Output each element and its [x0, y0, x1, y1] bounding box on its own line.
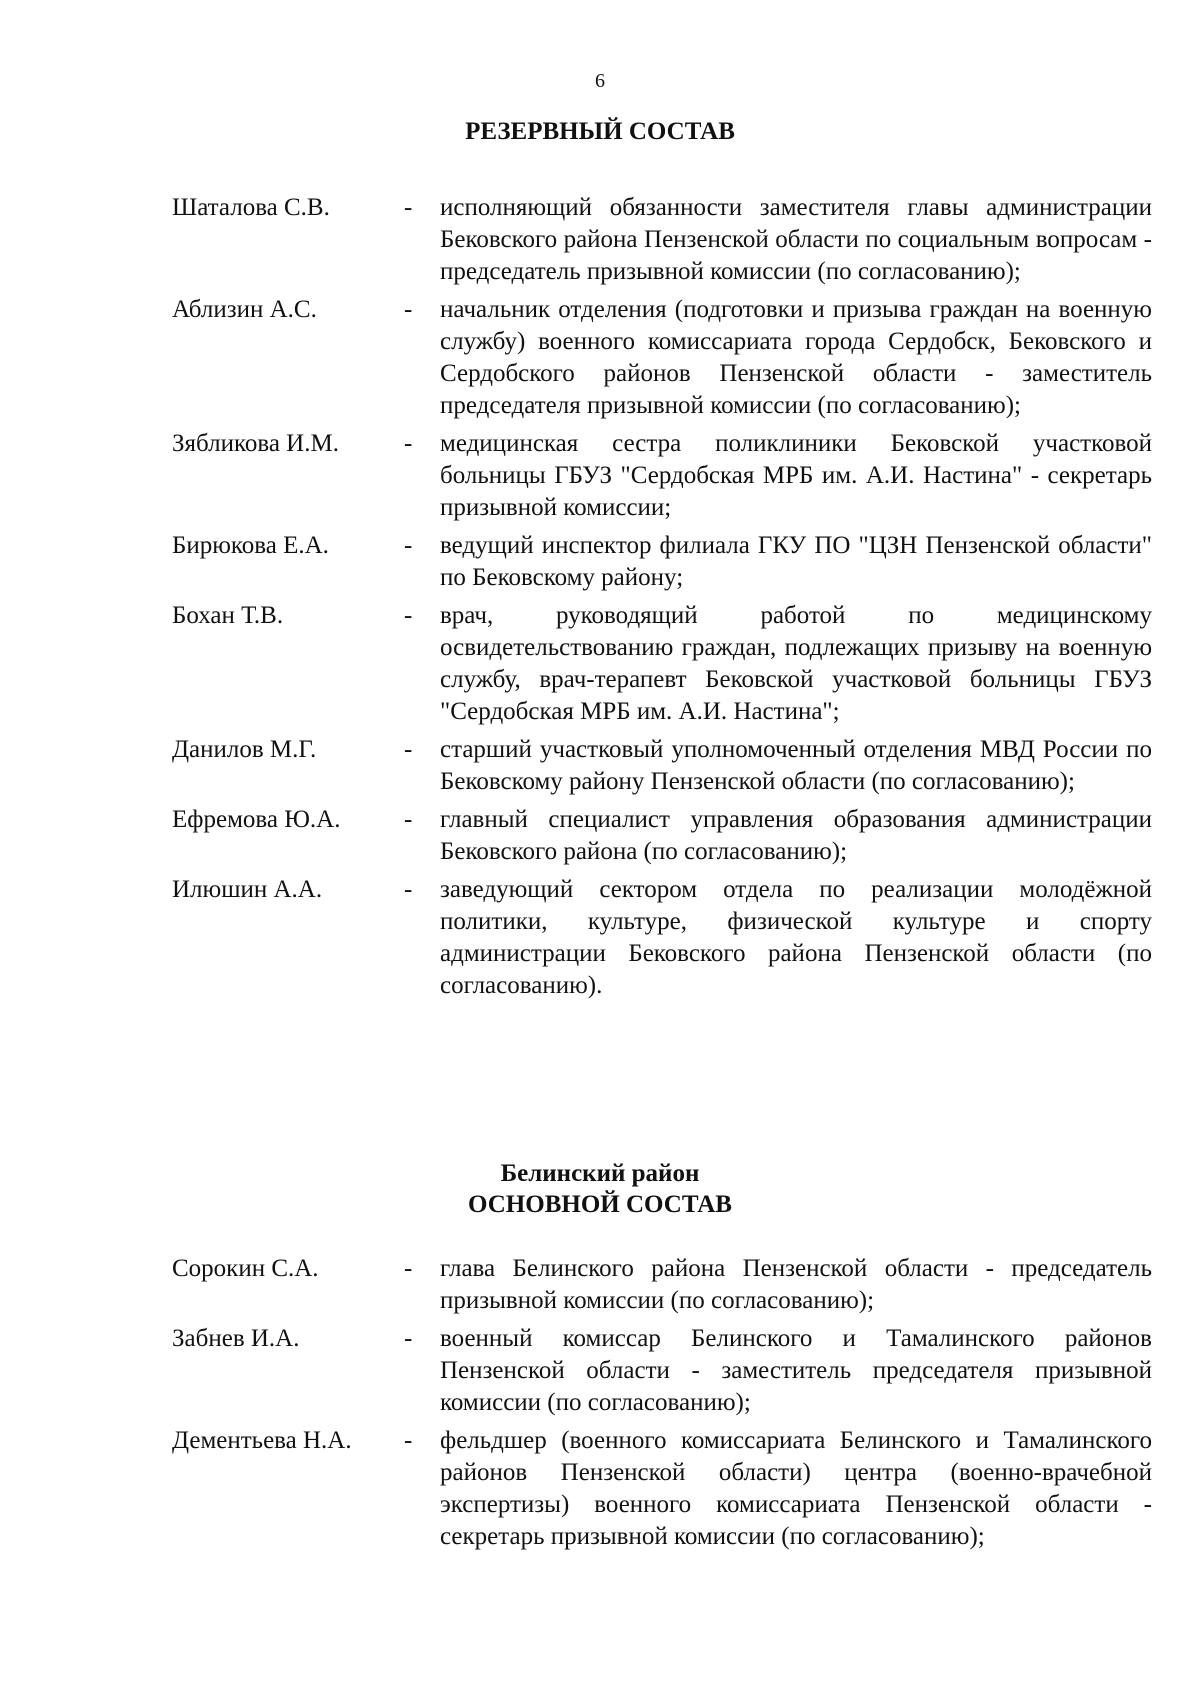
member-dash: - [404, 736, 413, 763]
member-row [172, 192, 1152, 288]
district-title: Белинский район [500, 1160, 700, 1187]
reserve-members-list [172, 192, 1152, 1008]
member-name: Забнев И.А. [172, 1325, 300, 1352]
member-row [172, 294, 1152, 422]
member-row [172, 1253, 1152, 1317]
member-name: Данилов М.Г. [172, 736, 317, 763]
member-dash: - [404, 1325, 413, 1352]
main-section-title: ОСНОВНОЙ СОСТАВ [468, 1191, 732, 1218]
member-name: Аблизин А.С. [172, 296, 317, 323]
main-members-list [172, 1253, 1152, 1559]
member-dash: - [404, 532, 413, 559]
member-role: глава Белинского района Пензенской области - председатель призывной комиссии (по согласованию); [440, 1255, 1152, 1314]
member-dash: - [404, 806, 413, 833]
member-dash: - [404, 296, 413, 323]
member-row [172, 874, 1152, 1002]
member-dash: - [404, 876, 413, 903]
member-row [172, 1425, 1152, 1553]
member-role: начальник отделения (подготовки и призыва граждан на военную службу) военного комиссариата города Сердобск, Бековского и Сердобского районов Пензенской области - заместитель председателя призывной комиссии (по согласованию); [440, 296, 1152, 419]
member-role: врач, руководящий работой по медицинскому освидетельствованию граждан, подлежащих призыву на военную службу, врач-терапевт Бековской участковой больницы ГБУЗ "Сердобская МРБ им. А.И. Настина"; [440, 602, 1152, 725]
member-role: медицинская сестра поликлиники Бековской участковой больницы ГБУЗ "Сердобская МРБ им. А.И. Настина" - секретарь призывной комиссии; [440, 430, 1152, 521]
member-name: Сорокин С.А. [172, 1255, 319, 1282]
member-role: старший участковый уполномоченный отделения МВД России по Бековскому району Пензенской области (по согласованию); [440, 736, 1152, 795]
member-row [172, 804, 1152, 868]
page-number: 6 [595, 70, 605, 92]
member-name: Зябликова И.М. [172, 430, 339, 457]
member-name: Бохан Т.В. [172, 602, 284, 629]
member-name: Ефремова Ю.А. [172, 806, 341, 833]
member-row [172, 530, 1152, 594]
member-role: исполняющий обязанности заместителя главы администрации Бековского района Пензенской области по социальным вопросам - председатель призывной комиссии (по согласованию); [440, 194, 1152, 285]
member-role: военный комиссар Белинского и Тамалинского районов Пензенской области - заместитель председателя призывной комиссии (по согласованию); [440, 1325, 1152, 1416]
reserve-section-title: РЕЗЕРВНЫЙ СОСТАВ [465, 118, 735, 145]
member-row [172, 428, 1152, 524]
member-dash: - [404, 194, 413, 221]
member-dash: - [404, 1427, 413, 1454]
member-row [172, 734, 1152, 798]
member-role: заведующий сектором отдела по реализации молодёжной политики, культуре, физической культуре и спорту администрации Бековского района Пензенской области (по согласованию). [440, 876, 1152, 999]
member-dash: - [404, 1255, 413, 1282]
member-name: Илюшин А.А. [172, 876, 323, 903]
member-role: главный специалист управления образования администрации Бековского района (по согласованию); [440, 806, 1152, 865]
member-role: ведущий инспектор филиала ГКУ ПО "ЦЗН Пензенской области" по Бековскому району; [440, 532, 1152, 591]
member-row [172, 1323, 1152, 1419]
member-row [172, 600, 1152, 728]
member-dash: - [404, 602, 413, 629]
member-dash: - [404, 430, 413, 457]
member-role: фельдшер (военного комиссариата Белинского и Тамалинского районов Пензенской области) центра (военно-врачебной экспертизы) военного комиссариата Пензенской области - секретарь призывной комиссии (по согласованию); [440, 1427, 1152, 1550]
member-name: Дементьева Н.А. [172, 1427, 352, 1454]
member-name: Бирюкова Е.А. [172, 532, 329, 559]
member-name: Шаталова С.В. [172, 194, 330, 221]
